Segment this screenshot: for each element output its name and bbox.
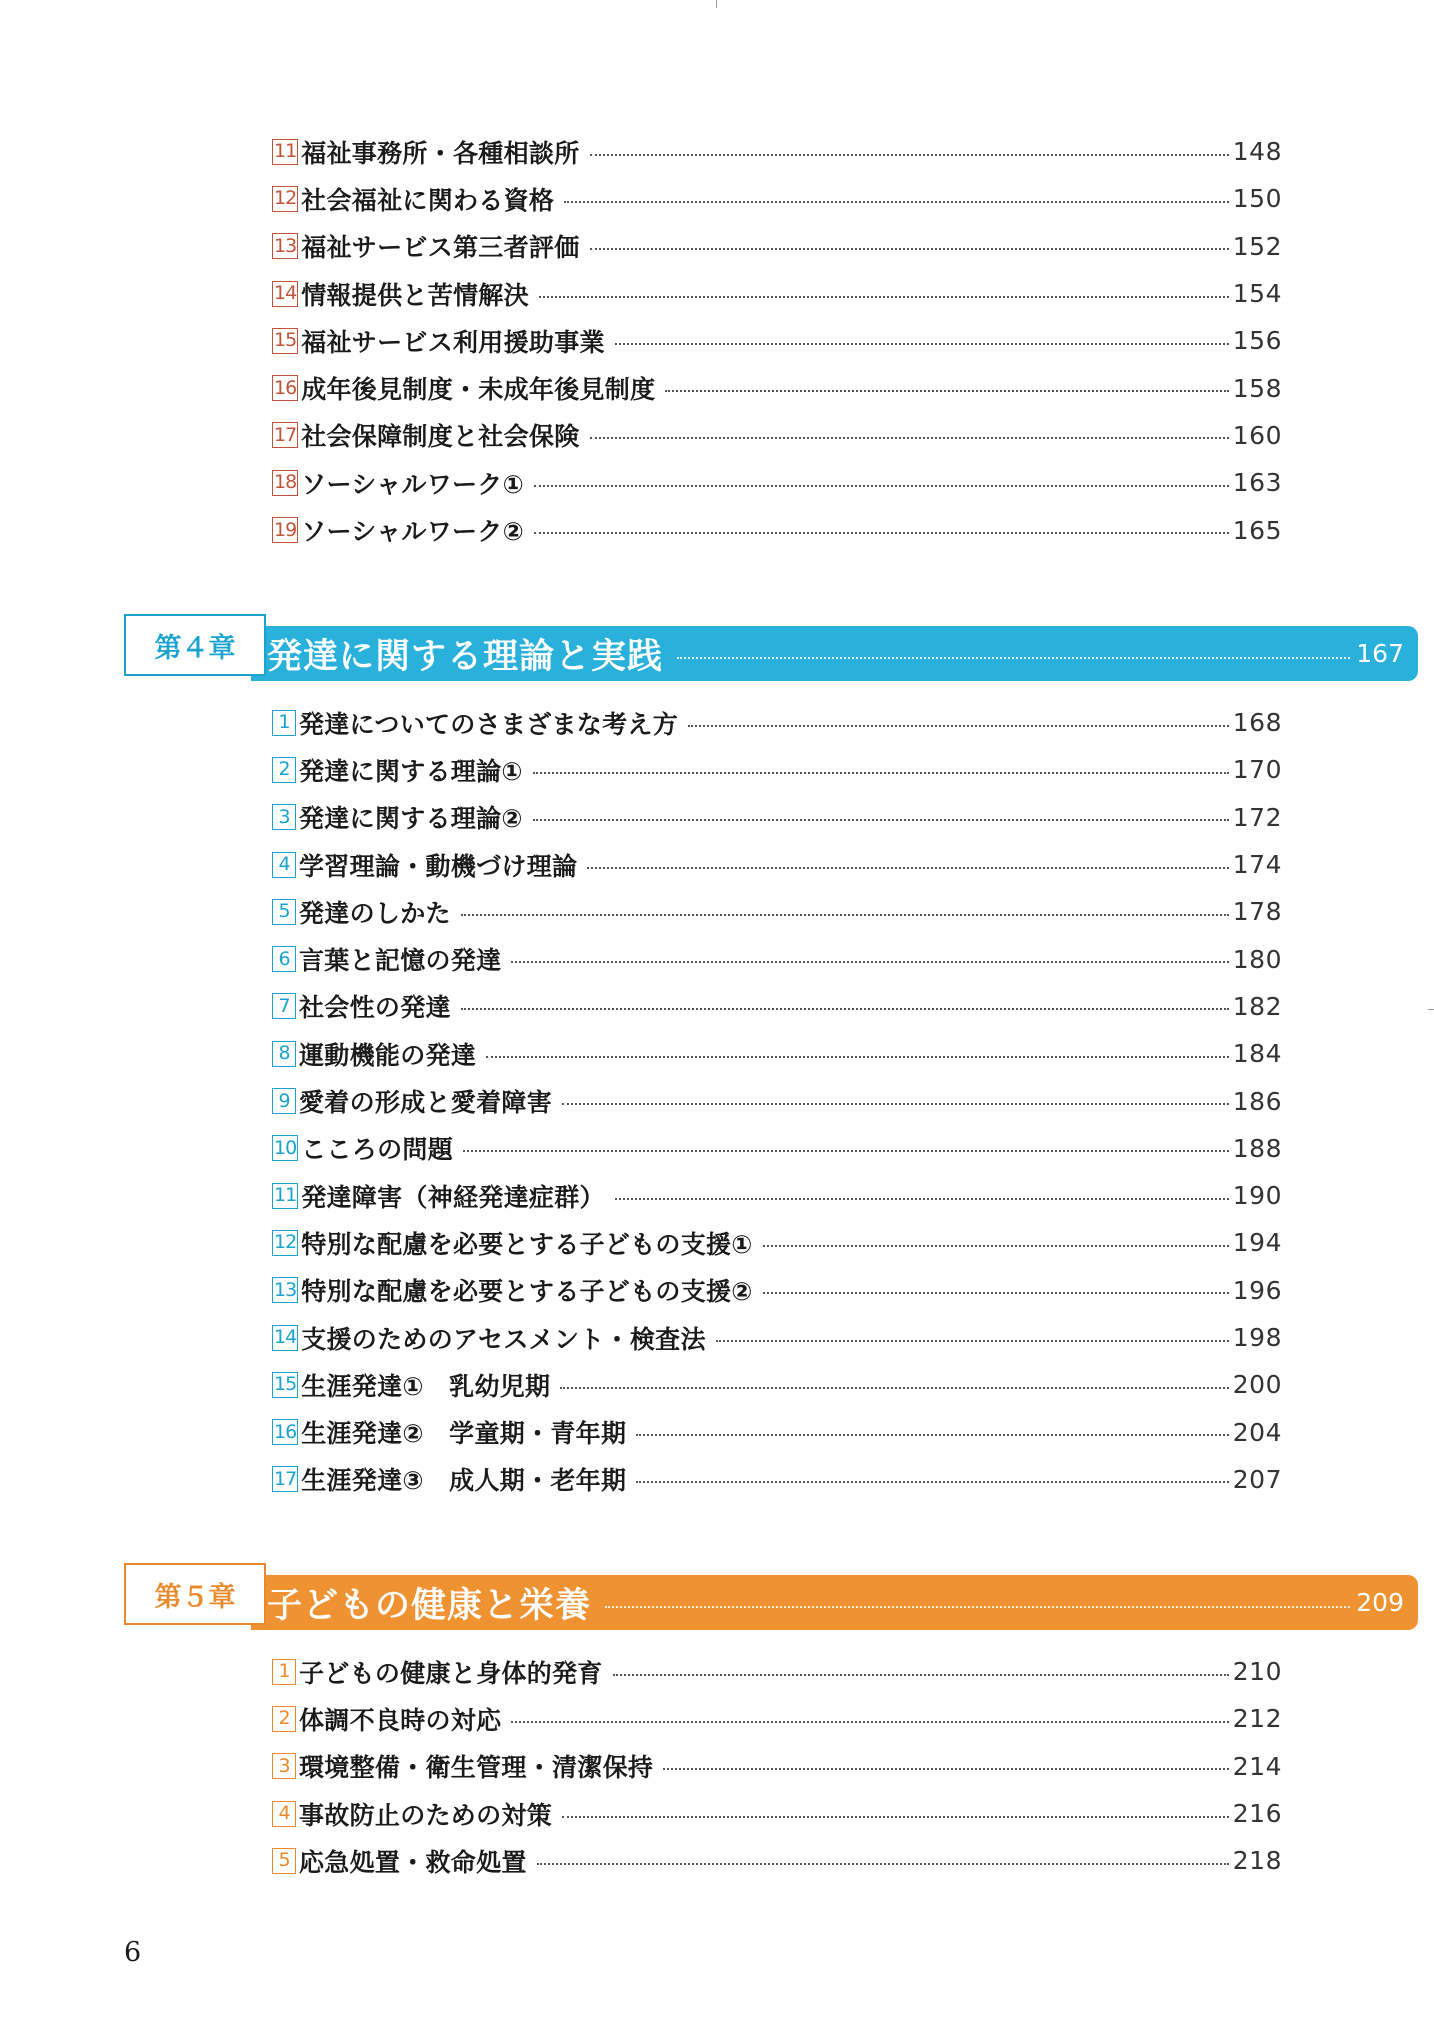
dot-leader [534,532,1229,534]
entry-number-badge: 9 [272,1088,296,1114]
entry-page-number: 158 [1232,373,1282,403]
entry-title: 福祉サービス利用援助事業 [301,327,605,357]
section-ch4-entries [272,699,1282,1503]
entry-title: 事故防止のための対策 [299,1800,553,1830]
entry-number-badge: 3 [272,1753,296,1779]
entry-title: 発達障害（神経発達症群） [301,1182,605,1212]
entry-title: 環境整備・衛生管理・清潔保持 [299,1753,654,1783]
toc-entry[interactable] [272,935,1282,982]
entry-page-number: 207 [1232,1464,1282,1494]
dot-leader [663,1768,1229,1770]
entry-number-badge: 16 [272,375,298,401]
entry-page-number: 156 [1232,326,1282,356]
dot-leader [533,819,1229,821]
chapter-5-bar [251,1575,1418,1630]
entry-number-badge: 2 [272,1706,296,1732]
toc-entry[interactable] [272,1648,1282,1695]
chapter-4-bar [251,626,1418,681]
toc-entry[interactable] [272,459,1282,506]
entry-page-number: 150 [1232,184,1282,214]
entry-number-badge: 19 [272,517,298,543]
entry-title: 愛着の形成と愛着障害 [299,1088,553,1118]
entry-title: 運動機能の発達 [299,1040,477,1070]
entry-page-number: 163 [1232,468,1282,498]
dot-leader [688,725,1229,727]
entry-title: 社会性の発達 [299,993,451,1023]
entry-page-number: 188 [1232,1133,1282,1163]
entry-title: 情報提供と苦情解決 [301,280,529,310]
entry-number-badge: 2 [272,757,296,783]
toc-entry[interactable] [272,223,1282,270]
toc-entry[interactable] [272,270,1282,317]
entry-title: 社会保障制度と社会保険 [301,422,580,452]
entry-title: 応急処置・救命処置 [299,1847,527,1877]
entry-title: 体調不良時の対応 [299,1705,502,1735]
entry-number-badge: 13 [272,233,298,259]
entry-number-badge: 3 [272,804,296,830]
toc-entry[interactable] [272,794,1282,841]
entry-page-number: 204 [1232,1417,1282,1447]
dot-leader [636,1434,1229,1436]
toc-entry[interactable] [272,1837,1282,1884]
section-prev-entries [272,128,1282,554]
dot-leader [534,485,1229,487]
entry-number-badge: 8 [272,1041,296,1067]
dot-leader [763,1292,1229,1294]
toc-entry[interactable] [272,175,1282,222]
dot-leader [461,914,1229,916]
dot-leader [665,390,1228,392]
entry-title: 発達のしかた [299,898,451,928]
dot-leader [763,1245,1229,1247]
toc-entry[interactable] [272,506,1282,553]
entry-title: 特別な配慮を必要とする子どもの支援① [301,1229,753,1259]
entry-title: 生涯発達③ 成人期・老年期 [301,1466,627,1496]
chapter-5-header[interactable] [124,1563,1404,1626]
dot-leader [560,1387,1228,1389]
dot-leader [562,1816,1229,1818]
entry-title: ソーシャルワーク② [301,517,525,547]
toc-entry[interactable] [272,1077,1282,1124]
entry-page-number: 180 [1232,944,1282,974]
entry-number-badge: 4 [272,852,296,878]
entry-title: 発達についてのさまざまな考え方 [299,709,679,739]
dot-leader [590,154,1229,156]
dot-leader [587,867,1228,869]
entry-page-number: 186 [1232,1086,1282,1116]
dot-leader [590,437,1229,439]
entry-page-number: 154 [1232,279,1282,309]
entry-page-number: 210 [1232,1657,1282,1687]
dot-leader [562,1103,1229,1105]
toc-entry[interactable] [272,1030,1282,1077]
entry-number-badge: 10 [272,1135,298,1161]
dot-leader [511,961,1228,963]
entry-title: 生涯発達② 学童期・青年期 [301,1419,627,1449]
toc-entry[interactable] [272,1408,1282,1455]
entry-number-badge: 5 [272,1848,296,1874]
chapter-5-page: 209 [1356,1588,1404,1617]
dot-leader [486,1056,1229,1058]
entry-number-badge: 17 [272,1466,298,1492]
toc-entry[interactable] [272,888,1282,935]
chapter-4-header[interactable] [124,614,1404,677]
entry-page-number: 194 [1232,1228,1282,1258]
crop-mark-top [716,0,717,8]
entry-number-badge: 5 [272,899,296,925]
dot-leader [590,248,1229,250]
entry-page-number: 168 [1232,708,1282,738]
entry-number-badge: 16 [272,1419,298,1445]
entry-title: 社会福祉に関わる資格 [301,185,555,215]
toc-entry[interactable] [272,1695,1282,1742]
dot-leader [511,1721,1228,1723]
toc-entry[interactable] [272,1314,1282,1361]
entry-page-number: 216 [1232,1799,1282,1829]
chapter-4-title: 発達に関する理論と実践 [267,636,664,677]
entry-page-number: 184 [1232,1039,1282,1069]
toc-entry[interactable] [272,1456,1282,1503]
entry-number-badge: 18 [272,470,298,496]
chapter-5-leader [605,1606,1350,1608]
dot-leader [615,1198,1229,1200]
entry-page-number: 160 [1232,420,1282,450]
entry-number-badge: 6 [272,946,296,972]
entry-page-number: 152 [1232,231,1282,261]
chapter-5-label: 第５章 [124,1563,266,1625]
toc-entry[interactable] [272,699,1282,746]
entry-title: 発達に関する理論① [299,756,523,786]
page-number: 6 [124,1937,142,1968]
entry-title: ソーシャルワーク① [301,469,525,499]
entry-number-badge: 11 [272,1183,298,1209]
entry-title: 特別な配慮を必要とする子どもの支援② [301,1277,753,1307]
entry-title: 福祉事務所・各種相談所 [301,138,580,168]
entry-page-number: 178 [1232,897,1282,927]
entry-page-number: 170 [1232,755,1282,785]
entry-title: 成年後見制度・未成年後見制度 [301,375,656,405]
dot-leader [636,1481,1229,1483]
toc-entry[interactable] [272,1125,1282,1172]
dot-leader [564,201,1229,203]
crop-mark-right [1428,1009,1434,1010]
entry-page-number: 200 [1232,1370,1282,1400]
dot-leader [613,1674,1229,1676]
entry-title: 言葉と記憶の発達 [299,946,502,976]
entry-title: 子どもの健康と身体的発育 [299,1658,603,1688]
entry-title: 発達に関する理論② [299,804,523,834]
entry-page-number: 196 [1232,1275,1282,1305]
dot-leader [533,772,1229,774]
entry-number-badge: 14 [272,281,298,307]
section-ch5-entries [272,1648,1282,1884]
toc-entry[interactable] [272,841,1282,888]
entry-page-number: 165 [1232,515,1282,545]
entry-page-number: 218 [1232,1846,1282,1876]
entry-number-badge: 17 [272,422,298,448]
toc-entry[interactable] [272,1219,1282,1266]
toc-entry[interactable] [272,1172,1282,1219]
entry-number-badge: 12 [272,186,298,212]
entry-title: 支援のためのアセスメント・検査法 [301,1324,706,1354]
dot-leader [537,1863,1229,1865]
chapter-4-leader [677,657,1350,659]
entry-number-badge: 12 [272,1230,298,1256]
entry-page-number: 182 [1232,991,1282,1021]
toc-entry[interactable] [272,1361,1282,1408]
entry-page-number: 198 [1232,1323,1282,1352]
dot-leader [539,296,1229,298]
entry-number-badge: 1 [272,1659,296,1685]
entry-number-badge: 11 [272,139,298,165]
entry-number-badge: 14 [272,1325,298,1351]
toc-entry[interactable] [272,1267,1282,1314]
entry-number-badge: 7 [272,993,296,1019]
toc-entry[interactable] [272,1790,1282,1837]
entry-page-number: 190 [1232,1181,1282,1211]
entry-page-number: 212 [1232,1704,1282,1734]
entry-number-badge: 15 [272,1372,298,1398]
entry-title: 学習理論・動機づけ理論 [299,851,578,881]
entry-title: 福祉サービス第三者評価 [301,233,580,263]
entry-title: こころの問題 [301,1135,453,1165]
toc-entry[interactable] [272,746,1282,793]
entry-page-number: 174 [1232,850,1282,880]
toc-entry[interactable] [272,128,1282,175]
entry-page-number: 148 [1232,137,1282,167]
dot-leader [716,1340,1229,1342]
dot-leader [463,1150,1229,1152]
toc-entry[interactable] [272,983,1282,1030]
entry-title: 生涯発達① 乳幼児期 [301,1371,551,1401]
dot-leader [615,343,1229,345]
toc-entry[interactable] [272,364,1282,411]
chapter-4-label: 第４章 [124,614,266,676]
toc-entry[interactable] [272,1743,1282,1790]
entry-number-badge: 1 [272,710,296,736]
entry-page-number: 214 [1232,1751,1282,1781]
toc-entry[interactable] [272,412,1282,459]
entry-page-number: 172 [1232,802,1282,832]
entry-number-badge: 15 [272,328,298,354]
toc-entry[interactable] [272,317,1282,364]
entry-number-badge: 4 [272,1801,296,1827]
chapter-4-page: 167 [1356,639,1404,668]
entry-number-badge: 13 [272,1277,298,1303]
dot-leader [461,1008,1229,1010]
chapter-5-title: 子どもの健康と栄養 [267,1585,592,1626]
